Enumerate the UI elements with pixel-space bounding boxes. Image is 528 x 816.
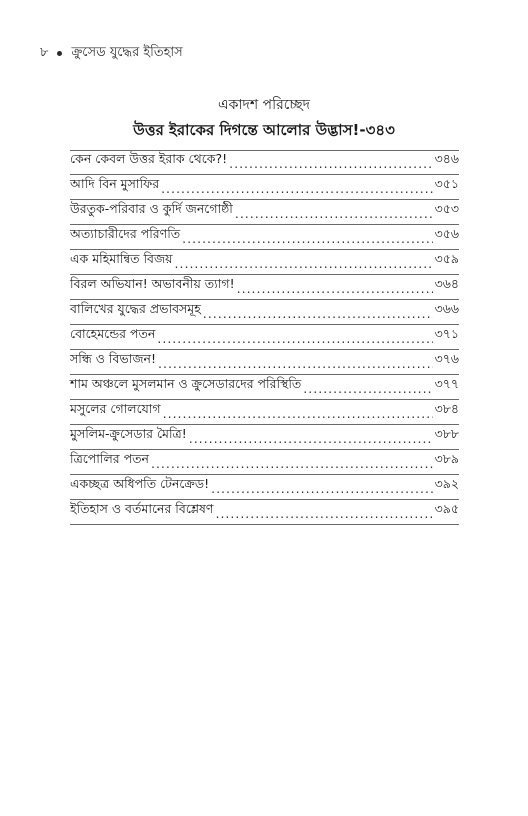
toc-entry[interactable] (70, 375, 459, 400)
toc-entry-page: ৩৬৪ (434, 276, 459, 291)
toc-entry-title: এক মহিমান্বিত বিজয় (70, 251, 173, 266)
toc-entry-title: বোহেমন্ডের পতন (70, 326, 156, 341)
toc-entry[interactable] (70, 350, 459, 375)
toc-entry-page: ৩৫৩ (434, 201, 459, 216)
toc-entry-page: ৩৫৬ (434, 226, 459, 241)
dot-leader (182, 231, 432, 246)
dot-leader (203, 306, 433, 321)
dot-leader (215, 506, 432, 521)
toc-entry[interactable] (70, 175, 459, 200)
toc-entry[interactable] (70, 500, 459, 525)
toc-entry[interactable] (70, 300, 459, 325)
toc-entry-title: আদি বিন মুসাফির (70, 176, 160, 191)
toc-entry-title: বিরল অভিযান! অভাবনীয় ত্যাগ! (70, 276, 235, 291)
toc-entry-page: ৩৭৭ (434, 376, 459, 391)
toc-entry-title: মুসলিম-ক্রুসেডার মৈত্রি! (70, 426, 187, 441)
toc-entry-title: অত্যাচারীদের পরিণতি (70, 226, 181, 241)
toc-entry-page: ৩৬৬ (434, 301, 459, 316)
toc-entry-title: উরতুক-পরিবার ও কুর্দি জনগোষ্ঠী (70, 201, 233, 216)
toc-entry[interactable] (70, 225, 459, 250)
toc-entry-page: ৩৫১ (434, 176, 459, 191)
toc-entry[interactable] (70, 150, 459, 175)
toc-entry-title: একচ্ছত্র অধিপতি টেনক্রেড! (70, 476, 210, 491)
dot-leader (303, 381, 432, 396)
page-number: ৮ (40, 45, 49, 60)
toc-entry[interactable] (70, 475, 459, 500)
toc-entry-title: ত্রিপোলির পতন (70, 451, 149, 466)
dot-leader (163, 406, 433, 421)
running-header (40, 43, 183, 64)
toc-entry-title: কেন কেবল উত্তর ইরাক থেকে?! (70, 151, 228, 166)
toc-entry[interactable] (70, 400, 459, 425)
dot-leader (175, 256, 433, 271)
toc-entry[interactable] (70, 325, 459, 350)
toc-entry[interactable] (70, 275, 459, 300)
toc-entry-page: ৩৯৫ (434, 501, 459, 516)
toc-entry-title: শাম অঞ্চলে মুসলমান ও ক্রুসেডারদের পরিস্থিতি (70, 376, 302, 391)
toc-entry-page: ৩৮৮ (434, 426, 459, 441)
toc-entry-page: ৩৭১ (434, 326, 459, 341)
toc-entry-title: মসুলের গোলযোগ (70, 401, 161, 416)
toc-entry[interactable] (70, 425, 459, 450)
dot-leader (189, 431, 433, 446)
toc-entry-page: ৩৮৪ (434, 401, 459, 416)
toc-entry-page: ৩৫৯ (434, 251, 459, 266)
toc-entry-title: সন্ধি ও বিভাজন! (70, 351, 157, 366)
toc-entry-title: ইতিহাস ও বর্তমানের বিশ্লেষণ (70, 501, 214, 516)
dot-leader (229, 156, 432, 171)
toc-entry-page: ৩৯২ (434, 476, 459, 491)
bullet-dot (57, 51, 62, 56)
dot-leader (158, 356, 433, 371)
toc-entry-page: ৩৪৬ (434, 151, 459, 166)
dot-leader (161, 181, 433, 196)
table-of-contents (70, 150, 459, 525)
chapter-label: একাদশ পরিচ্ছেদ (217, 97, 311, 113)
toc-entry-page: ৩৮৯ (434, 451, 459, 466)
dot-leader (211, 481, 433, 496)
dot-leader (235, 206, 433, 221)
toc-entry[interactable] (70, 450, 459, 475)
dot-leader (157, 331, 432, 346)
toc-entry[interactable] (70, 200, 459, 225)
dot-leader (151, 456, 433, 471)
toc-entry-title: বালিখের যুদ্ধের প্রভাবসমূহ (70, 301, 201, 316)
chapter-title: উত্তর ইরাকের দিগন্তে আলোর উদ্ভাস!-৩৪৩ (133, 121, 395, 139)
book-title: ক্রুসেড যুদ্ধের ইতিহাস (71, 45, 183, 60)
dot-leader (237, 281, 433, 296)
toc-entry-page: ৩৭৬ (434, 351, 459, 366)
toc-entry[interactable] (70, 250, 459, 275)
